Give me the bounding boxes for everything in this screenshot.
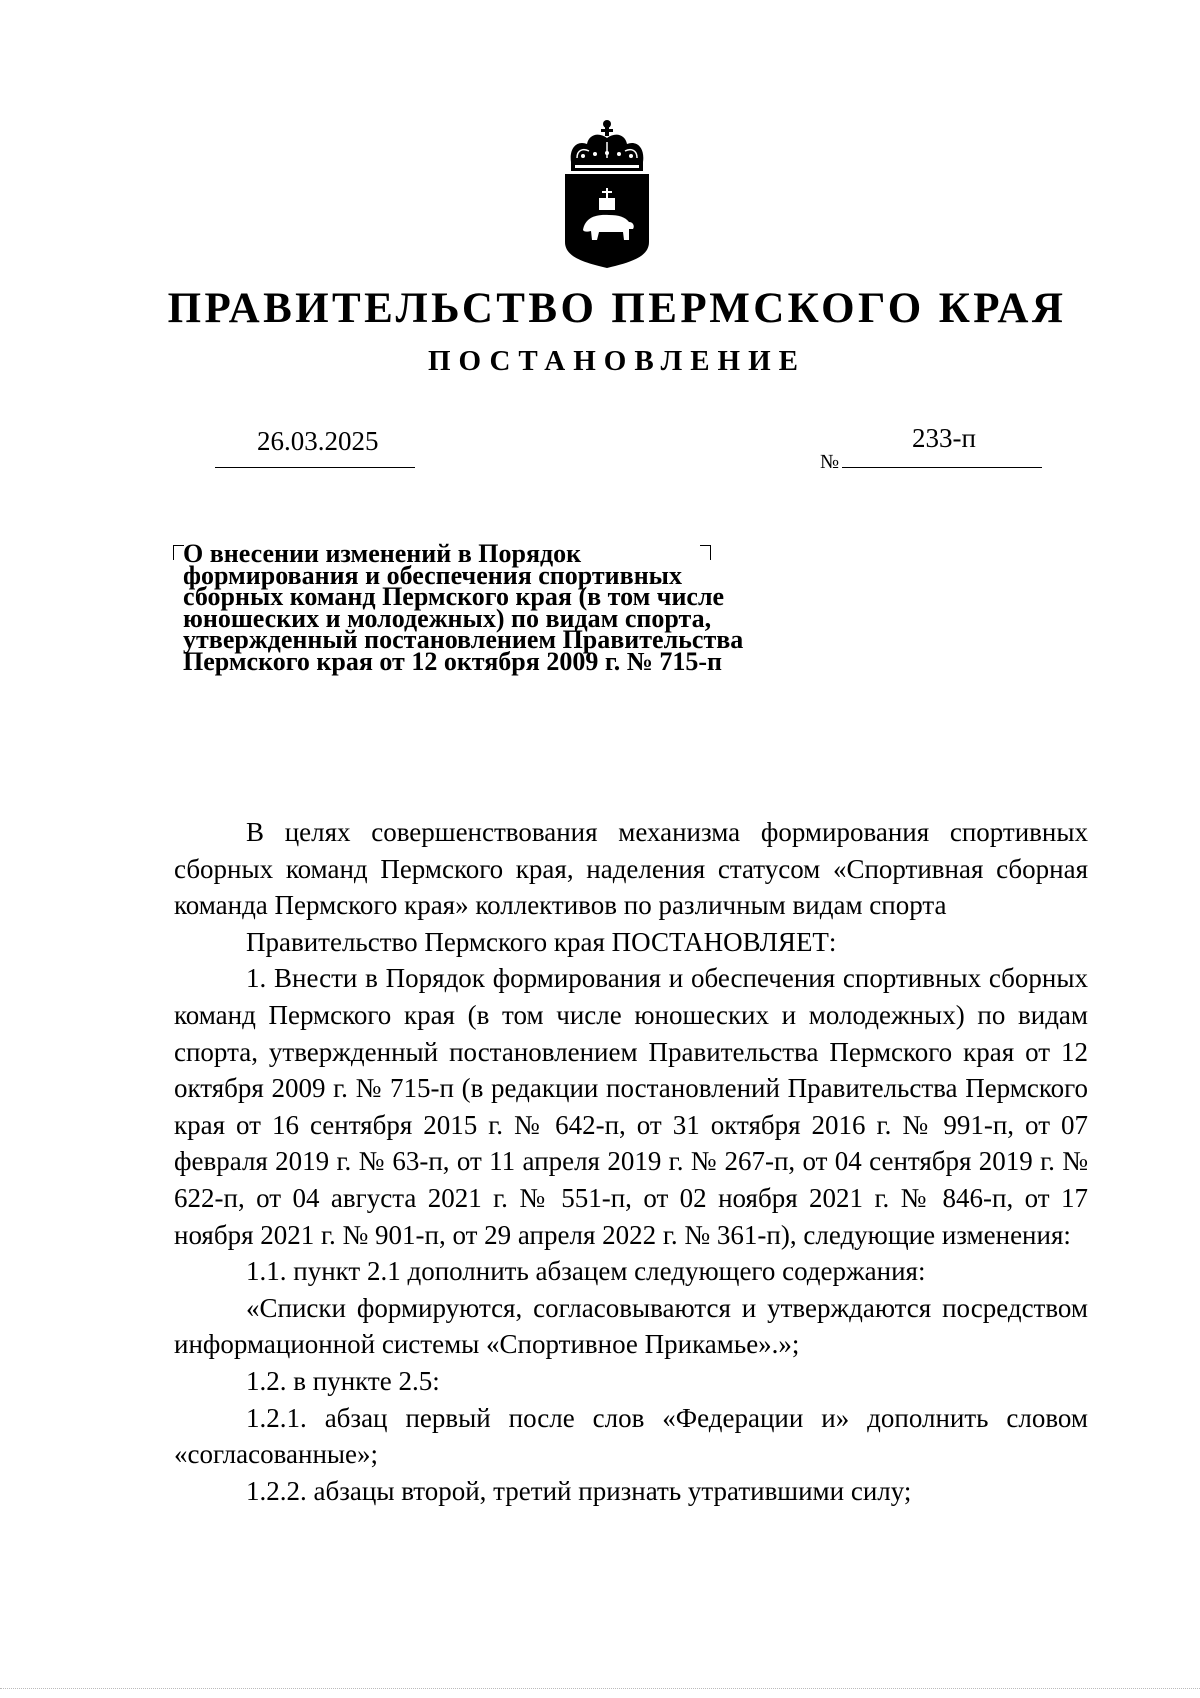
number-underline [842,467,1042,468]
subject-line: формирования и обеспечения спортивных [183,560,682,590]
subject-line: О внесении изменений в Порядок [183,539,582,568]
document-body [174,814,1088,1509]
document-date: 26.03.2025 [257,426,379,456]
clause-1-2-1-paragraph: 1.2.1. абзац первый после слов «Федерации и» дополнить словом «согласованные»; [174,1402,1088,1470]
resolution-paragraph: Правительство Пермского края ПОСТАНОВЛЯЕТ: [246,926,837,957]
clause-1-2-2-paragraph: 1.2.2. абзацы второй, третий признать утратившими силу; [246,1475,912,1506]
subject-line: Пермского края от 12 октября 2009 г. № 715-п [183,646,722,676]
clause-1-paragraph: 1. Внести в Порядок формирования и обеспечения спортивных сборных команд Пермского края (в том числе юношеских и молодежных) по видам спорта, утвержденный постановлением Правительства Пермского края от 12 октября 2009 г. № 715-п (в редакции постановлений Правительства Пермского края от 16 сентября 2015 г. № 642-п, от 31 октября 2016 г. № 991-п, от 07 февраля 2019 г. № 63-п, от 11 апреля 2019 г. № 267-п, от 04 сентября 2019 г. № 622-п, от 04 августа 2021 г. № 551-п, от 02 ноября 2021 г. № 846-п, от 17 ноября 2021 г. № 901-п, от 29 апреля 2022 г. № 361-п), следующие изменения: [174,963,1088,1250]
government-title: ПРАВИТЕЛЬСТВО ПЕРМСКОГО КРАЯ [167,285,1067,332]
subject-line: сборных команд Пермского края (в том числе [183,582,725,612]
clause-1-2-paragraph: 1.2. в пункте 2.5: [246,1365,440,1396]
coat-of-arms-icon [563,118,651,270]
subject-line: юношеских и молодежных) по видам спорта, [183,603,712,633]
preamble-paragraph: В целях совершенствования механизма формирования спортивных сборных команд Пермского края, наделения статусом «Спортивная сборная команда Пермского края» коллективов по различным видам спорта [174,817,1088,921]
document-number: 233-п [912,423,976,453]
subject-line: утвержденный постановлением Правительства [183,625,744,655]
clause-1-1-paragraph: 1.1. пункт 2.1 дополнить абзацем следующего содержания: [246,1256,926,1287]
number-sign: № [820,451,840,473]
clause-1-1-quote-paragraph: «Списки формируются, согласовываются и утверждаются посредством информационной системы «Спортивное Прикамье».»; [174,1292,1088,1360]
document-subject [183,539,823,676]
date-underline [215,467,415,468]
scan-edge-noise [0,1688,1200,1690]
document-type: ПОСТАНОВЛЕНИЕ [427,345,806,377]
